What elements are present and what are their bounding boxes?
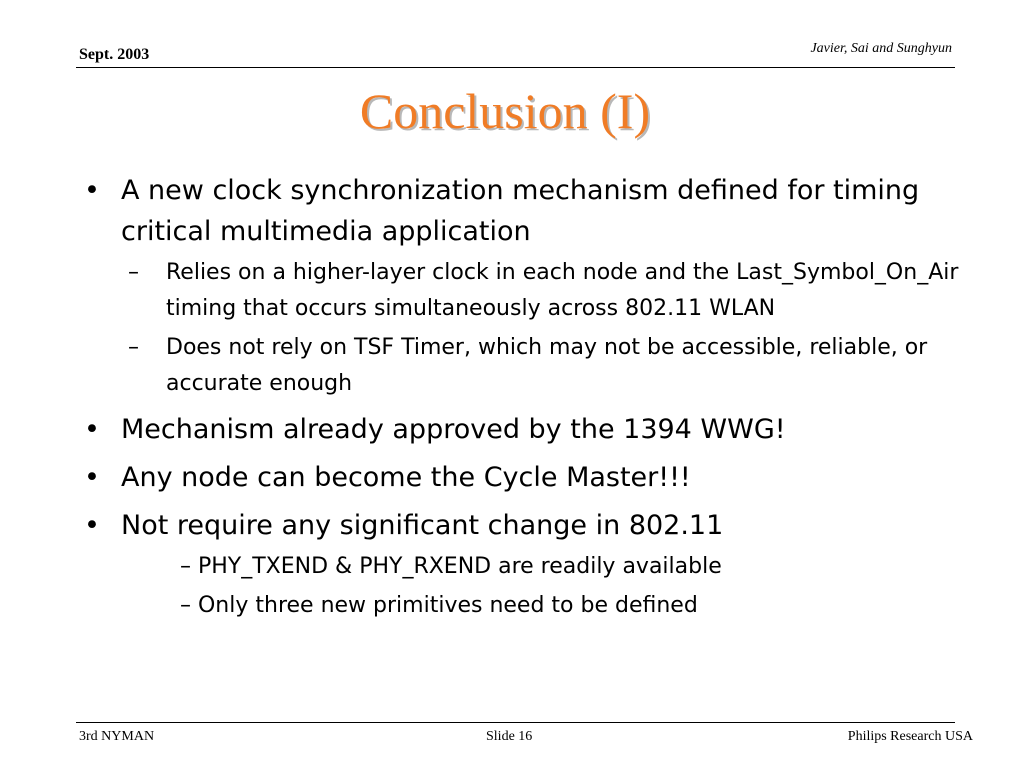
sub-bullet-item: – Only three new primitives need to be defined xyxy=(180,593,698,618)
sub-bullet-item: – PHY_TXEND & PHY_RXEND are readily available xyxy=(180,554,722,579)
sub-bullet-item xyxy=(84,255,964,327)
bullet-marker: • xyxy=(84,510,100,541)
bullet-item xyxy=(84,505,964,546)
bullet-item xyxy=(84,170,964,252)
bullet-item xyxy=(84,409,964,450)
sub-bullet-text: Relies on a higher-layer clock in each node and the Last_Symbol_On_Air timing that occurs simultaneously across 802.11 WLAN xyxy=(166,260,959,321)
header-date: Sept. 2003 xyxy=(79,46,150,63)
bullet-marker: • xyxy=(84,414,100,445)
footer-divider xyxy=(76,722,955,723)
bullet-text: A new clock synchronization mechanism defined for timing critical multimedia application xyxy=(121,175,920,247)
sub-bullet-text: Does not rely on TSF Timer, which may not be accessible, reliable, or accurate enough xyxy=(166,335,928,396)
slide-body xyxy=(84,170,964,624)
bullet-text: Any node can become the Cycle Master!!! xyxy=(121,462,691,493)
dash-marker: – xyxy=(128,260,139,285)
bullet-marker: • xyxy=(84,175,100,206)
slide-title: Conclusion (I) xyxy=(359,83,651,139)
bullet-text: Not require any significant change in 802.11 xyxy=(121,510,724,541)
sub-bullet-item xyxy=(84,330,964,402)
header-authors: Javier, Sai and Sunghyun xyxy=(810,41,952,56)
bullet-item xyxy=(84,457,964,498)
header-divider xyxy=(76,67,955,68)
footer-organization: Philips Research USA xyxy=(847,729,973,744)
dash-marker: – xyxy=(128,335,139,360)
bullet-text: Mechanism already approved by the 1394 WWG! xyxy=(121,414,786,445)
bullet-marker: • xyxy=(84,462,100,493)
footer-event: 3rd NYMAN xyxy=(79,729,155,744)
footer-slide-number: Slide 16 xyxy=(486,729,533,744)
